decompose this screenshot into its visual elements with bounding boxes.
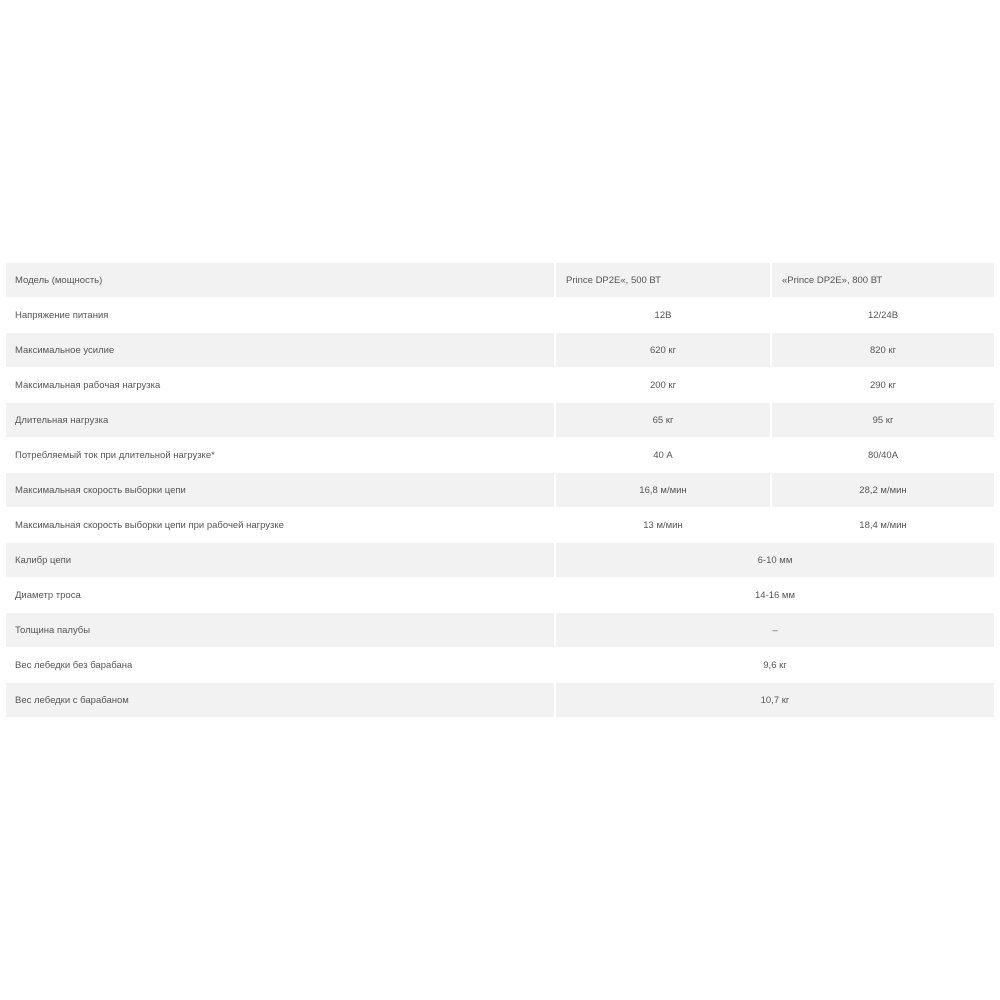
row-value-shared: 10,7 кг: [556, 683, 994, 717]
table-row: [6, 403, 994, 437]
table-row-merged: [6, 613, 994, 647]
row-value-shared: 9,6 кг: [556, 648, 994, 682]
row-value-model-1: 65 кг: [556, 403, 770, 437]
table-header-row: [6, 263, 994, 297]
row-label: Максимальная рабочая нагрузка: [6, 368, 554, 402]
row-value-model-2: 12/24В: [772, 298, 994, 332]
row-value-model-2: 28,2 м/мин: [772, 473, 994, 507]
table-row: [6, 298, 994, 332]
row-label: Вес лебедки без барабана: [6, 648, 554, 682]
table-row: [6, 508, 994, 542]
table-row-merged: [6, 648, 994, 682]
header-label-cell: Модель (мощность): [6, 263, 554, 297]
row-label: Максимальная скорость выборки цепи при рабочей нагрузке: [6, 508, 554, 542]
row-value-model-2: 820 кг: [772, 333, 994, 367]
row-value-model-2: 290 кг: [772, 368, 994, 402]
row-value-model-1: 12В: [556, 298, 770, 332]
table-row-merged: [6, 543, 994, 577]
table-row-merged: [6, 578, 994, 612]
row-value-shared: –: [556, 613, 994, 647]
row-label: Максимальное усилие: [6, 333, 554, 367]
table-row: [6, 438, 994, 472]
row-value-shared: 6-10 мм: [556, 543, 994, 577]
row-value-model-2: 80/40А: [772, 438, 994, 472]
row-label: Напряжение питания: [6, 298, 554, 332]
row-value-model-1: 620 кг: [556, 333, 770, 367]
row-label: Вес лебедки с барабаном: [6, 683, 554, 717]
row-value-model-2: 18,4 м/мин: [772, 508, 994, 542]
header-model-1-cell: Prince DP2E«, 500 ВТ: [556, 263, 770, 297]
row-value-model-2: 95 кг: [772, 403, 994, 437]
row-label: Максимальная скорость выборки цепи: [6, 473, 554, 507]
row-label: Длительная нагрузка: [6, 403, 554, 437]
row-label: Толщина палубы: [6, 613, 554, 647]
row-value-model-1: 13 м/мин: [556, 508, 770, 542]
specifications-table: [4, 262, 996, 718]
header-model-2-cell: «Prince DP2E», 800 ВТ: [772, 263, 994, 297]
table-row: [6, 473, 994, 507]
table-row-merged: [6, 683, 994, 717]
row-label: Потребляемый ток при длительной нагрузке*: [6, 438, 554, 472]
row-label: Калибр цепи: [6, 543, 554, 577]
row-value-model-1: 16,8 м/мин: [556, 473, 770, 507]
table-row: [6, 368, 994, 402]
row-value-model-1: 200 кг: [556, 368, 770, 402]
table-row: [6, 333, 994, 367]
row-value-model-1: 40 А: [556, 438, 770, 472]
row-label: Диаметр троса: [6, 578, 554, 612]
row-value-shared: 14-16 мм: [556, 578, 994, 612]
